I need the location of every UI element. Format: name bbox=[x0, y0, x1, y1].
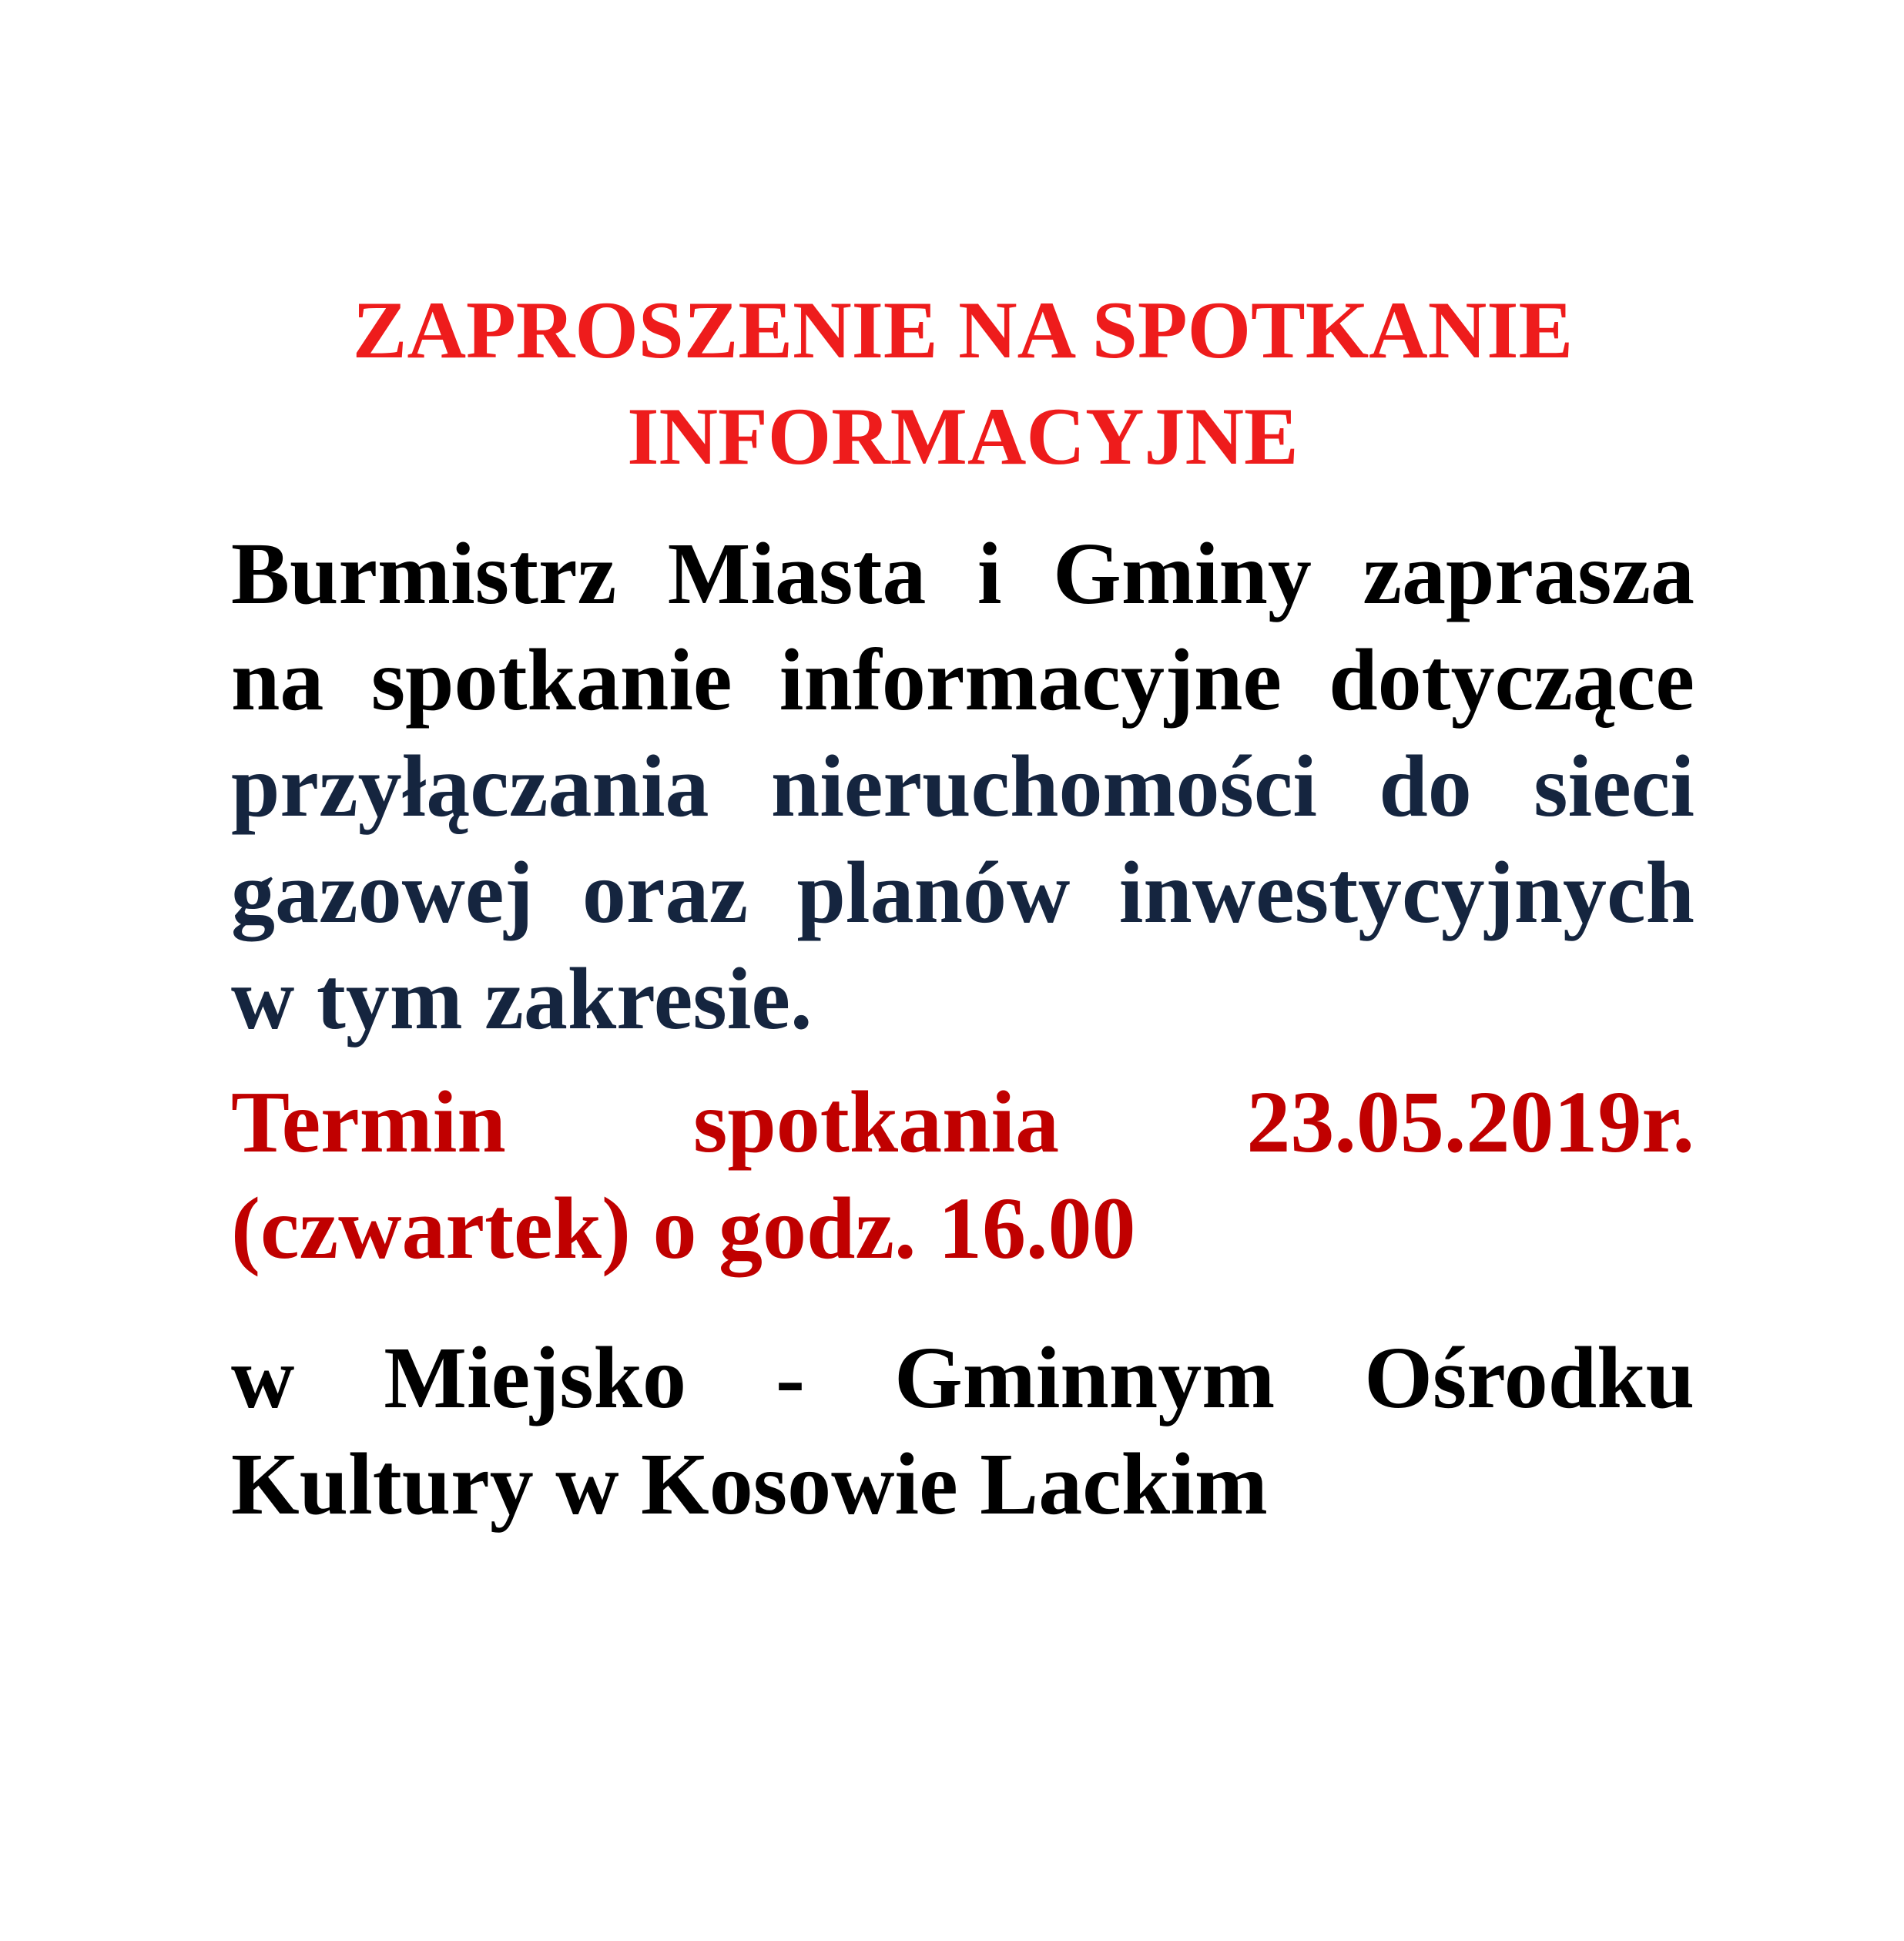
intro-line-4: gazowej oraz planów inwestycyjnych bbox=[231, 843, 1694, 941]
term-line-1: Termin spotkania 23.05.2019r. bbox=[231, 1073, 1694, 1171]
meeting-date-paragraph bbox=[231, 1069, 1694, 1282]
intro-line-2: na spotkanie informacyjne dotyczące bbox=[231, 631, 1694, 729]
intro-line-5: w tym zakresie. bbox=[231, 950, 813, 1048]
intro-line-1: Burmistrz Miasta i Gminy zaprasza bbox=[231, 525, 1694, 622]
place-line-2: Kultury w Kosowie Lackim bbox=[231, 1435, 1268, 1533]
invitation-title bbox=[231, 277, 1694, 490]
title-line-1: ZAPROSZENIE NA SPOTKANIE bbox=[352, 285, 1574, 375]
intro-paragraph bbox=[231, 521, 1694, 1052]
place-line-1: w Miejsko - Gminnym Ośrodku bbox=[231, 1329, 1694, 1426]
intro-line-3: przyłączania nieruchomości do sieci bbox=[231, 737, 1694, 835]
term-line-2: (czwartek) o godz. 16.00 bbox=[231, 1179, 1136, 1277]
meeting-place-paragraph bbox=[231, 1325, 1694, 1537]
title-line-2: INFORMACYJNE bbox=[627, 391, 1299, 481]
